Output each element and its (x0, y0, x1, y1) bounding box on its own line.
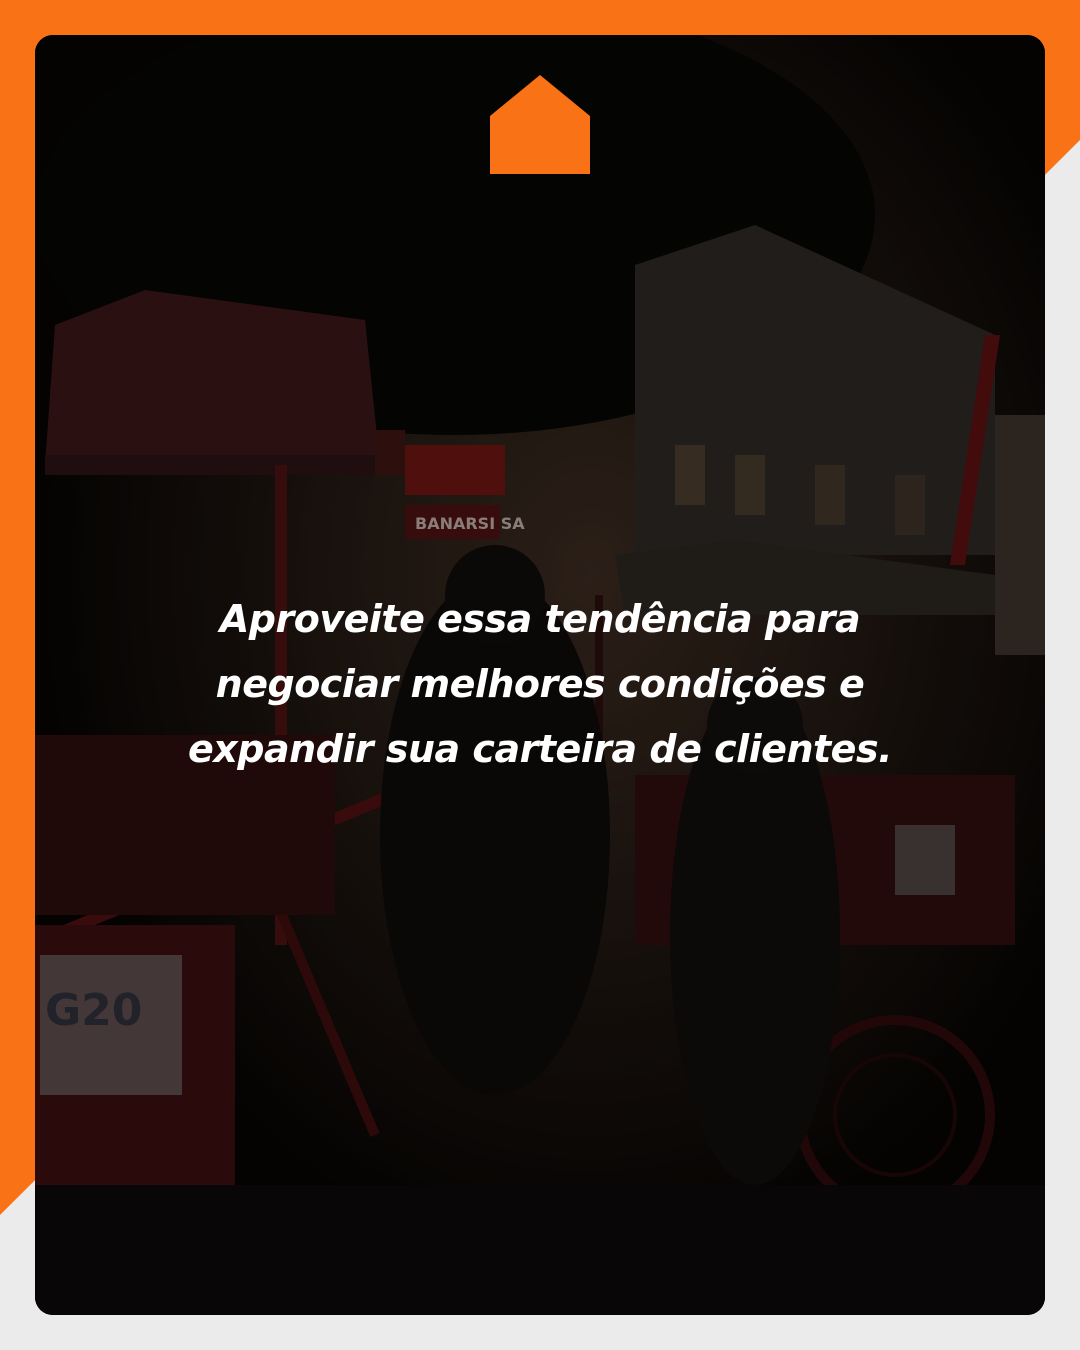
house-icon (490, 75, 590, 174)
svg-text:G20: G20 (45, 985, 143, 1036)
svg-text:BANARSI SA: BANARSI SA (415, 514, 525, 533)
photo-card (35, 35, 1045, 1315)
headline-text: Aproveite essa tendência para negociar melhores condições e expandir sua carteira de clientes. (188, 597, 892, 771)
